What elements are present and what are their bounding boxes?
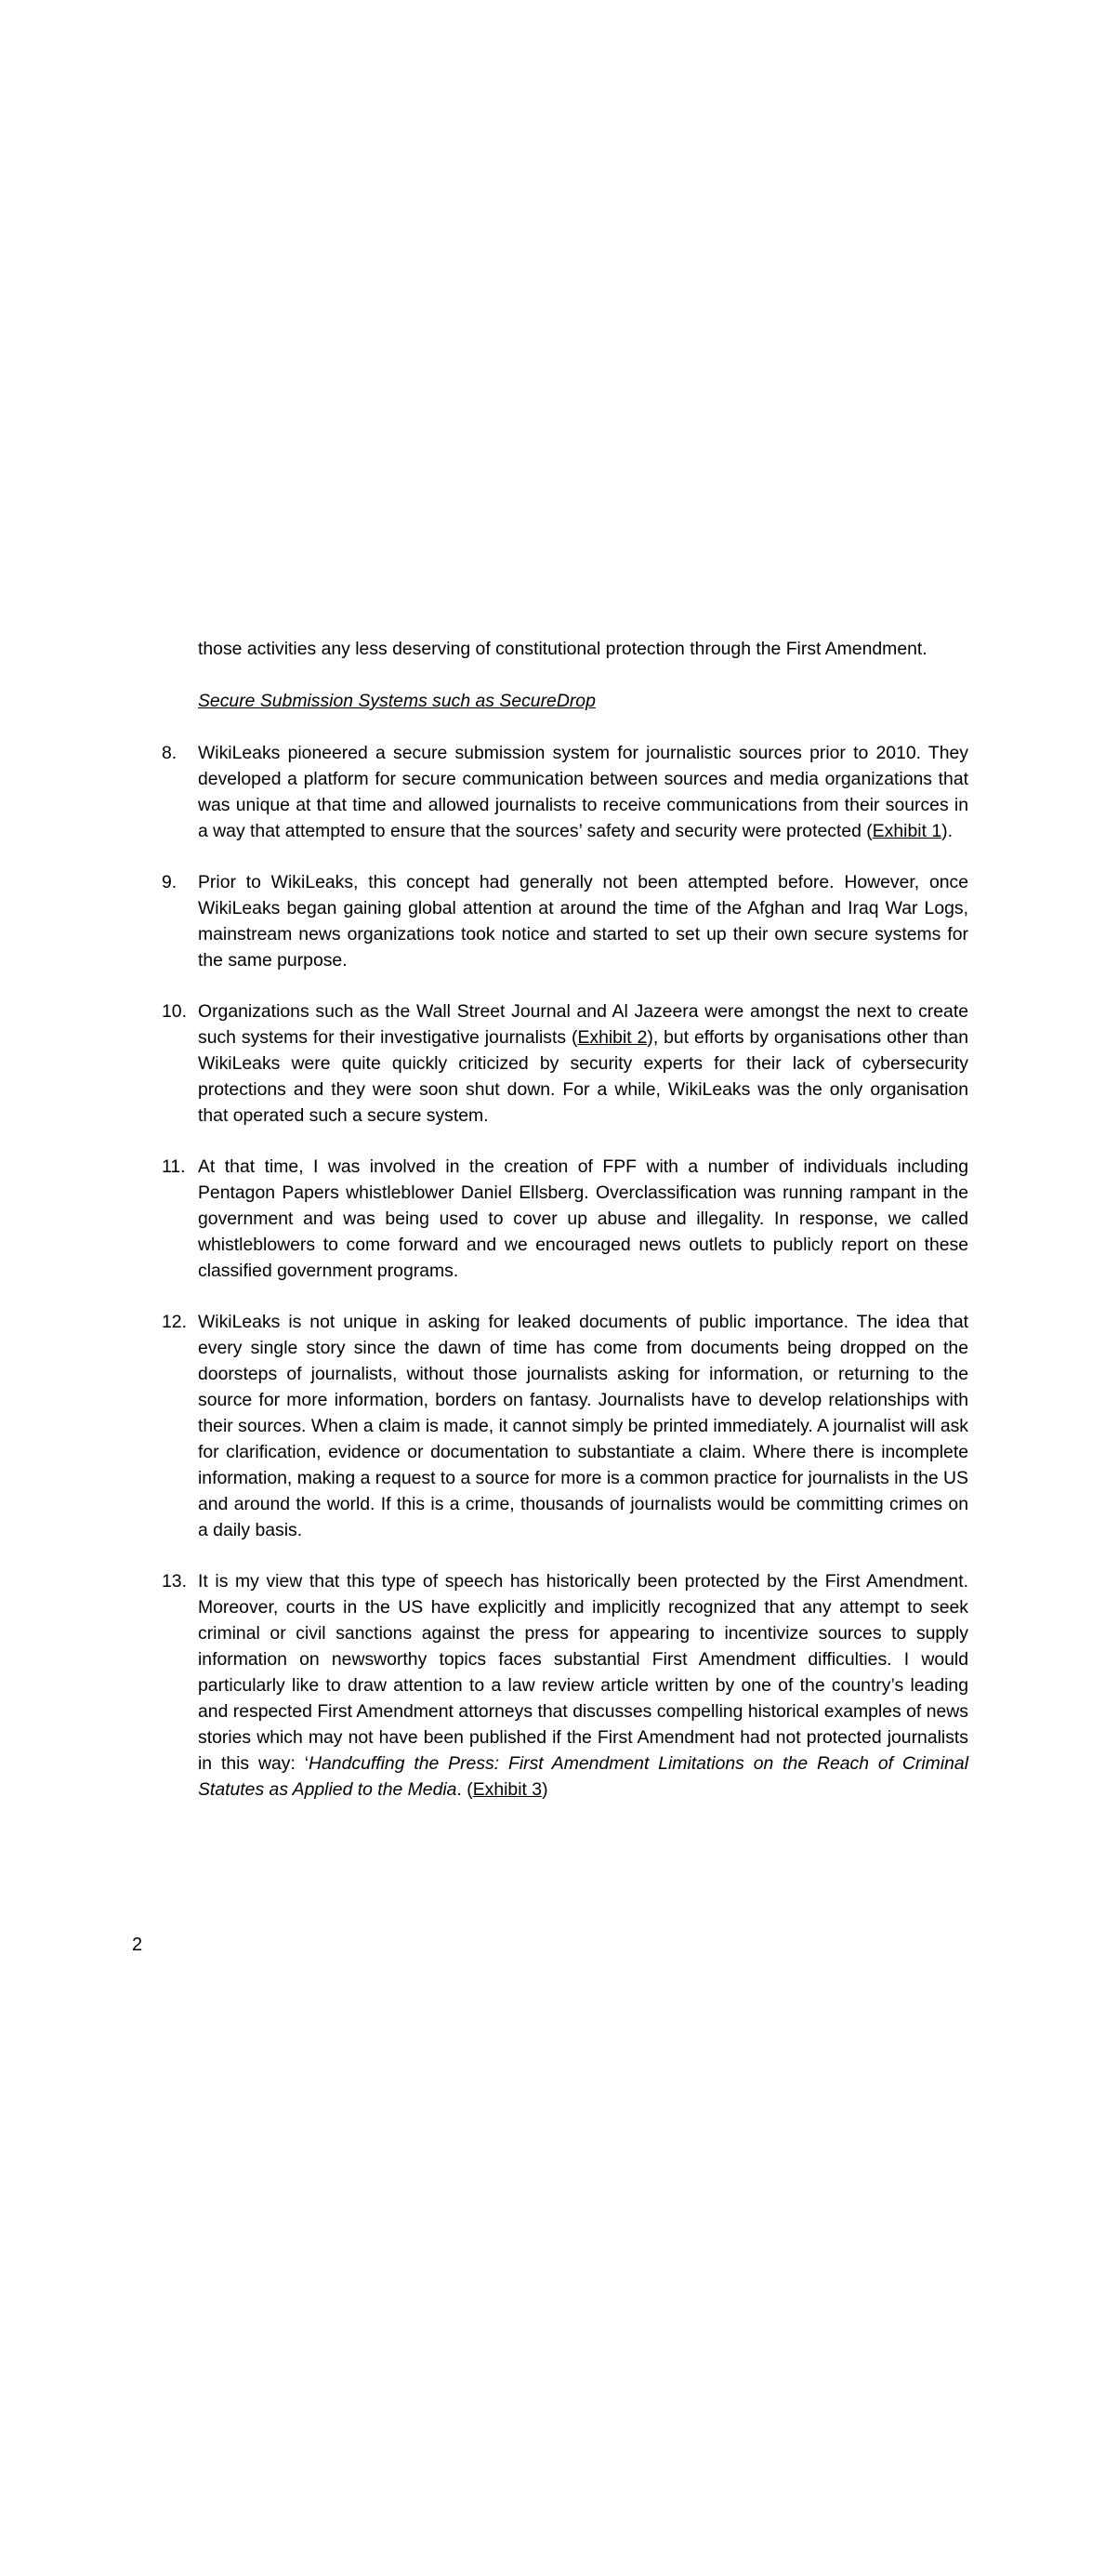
exhibit-2-link[interactable]: Exhibit 2 <box>577 1027 648 1048</box>
numbered-paragraph-9 <box>162 869 968 973</box>
section-heading: Secure Submission Systems such as SecureDrop <box>198 691 596 711</box>
numbered-paragraph-13 <box>162 1568 969 1803</box>
page-number: 2 <box>132 1935 143 1955</box>
continuation-paragraph: those activities any less deserving of constitutional protection through the First Amendment. <box>198 639 927 659</box>
article-title: Handcuffing the Press: First Amendment Limitations on the Reach of Criminal Statutes as Applied to the Media <box>198 1753 969 1800</box>
paragraph-number: 11. <box>162 1156 186 1177</box>
paragraph-number: 10. <box>162 1001 187 1022</box>
paragraph-text: Organizations such as the Wall Street Journal and Al Jazeera were amongst the next to create such systems for their investigative journalists ( <box>198 1001 968 1048</box>
paragraph-text-middle: . ( <box>456 1779 473 1800</box>
numbered-paragraph-8 <box>162 740 968 844</box>
paragraph-text: WikiLeaks pioneered a secure submission system for journalistic sources prior to 2010. They developed a platform for secure communication between sources and media organizations that was unique at that time and allowed journalists to receive communications from their sources in a way that attempted to ensure that the sources’ safety and security were protected ( <box>198 743 968 841</box>
paragraph-text: At that time, I was involved in the creation of FPF with a number of individuals including Pentagon Papers whistleblower Daniel Ellsberg. Overclassification was running rampant in the government and was being used to cover up abuse and illegality. In response, we called whistleblowers to come forward and we encouraged news outlets to publicly report on these classified government programs. <box>198 1156 968 1281</box>
paragraph-text-end: ). <box>941 821 953 841</box>
document-body <box>162 636 969 1828</box>
paragraph-number: 13. <box>162 1571 187 1592</box>
paragraph-text: Prior to WikiLeaks, this concept had generally not been attempted before. However, once WikiLeaks began gaining global attention at around the time of the Afghan and Iraq War Logs, mainstream news organizations took notice and started to set up their own secure systems for the same purpose. <box>198 872 968 971</box>
paragraph-text: WikiLeaks is not unique in asking for leaked documents of public importance. The idea that every single story since the dawn of time has come from documents being dropped on the doorsteps of journalists, without those journalists asking for information, or returning to the source for more information, borders on fantasy. Journalists have to develop relationships with their sources. When a claim is made, it cannot simply be printed immediately. A journalist will ask for clarification, evidence or documentation to substantiate a claim. Where there is incomplete information, making a request to a source for more is a common practice for journalists in the US and around the world. If this is a crime, thousands of journalists would be committing crimes on a daily basis. <box>198 1312 968 1540</box>
paragraph-number: 12. <box>162 1312 187 1332</box>
paragraph-number: 8. <box>162 743 178 763</box>
exhibit-1-link[interactable]: Exhibit 1 <box>872 821 942 841</box>
paragraph-text-end: ) <box>542 1779 548 1800</box>
paragraph-number: 9. <box>162 872 178 892</box>
numbered-paragraph-10 <box>162 998 969 1129</box>
exhibit-3-link[interactable]: Exhibit 3 <box>472 1779 543 1800</box>
paragraph-text: It is my view that this type of speech has historically been protected by the First Amendment. Moreover, courts in the US have explicitly and implicitly recognized that any attempt to seek criminal or civil sanctions against the press for appearing to incentivize sources to supply information on newsworthy topics faces substantial First Amendment difficulties. I would particularly like to draw attention to a law review article written by one of the country’s leading and respected First Amendment attorneys that discusses compelling historical examples of news stories which may not have been published if the First Amendment had not protected journalists in this way: ‘ <box>198 1571 968 1774</box>
paragraph-text-end: ), but efforts by organisations other than WikiLeaks were quite quickly criticized by security experts for their lack of cybersecurity protections and they were soon shut down. For a while, WikiLeaks was the only organisation that operated such a secure system. <box>198 1027 969 1126</box>
numbered-paragraph-11 <box>162 1154 968 1284</box>
numbered-paragraph-12 <box>162 1309 968 1543</box>
